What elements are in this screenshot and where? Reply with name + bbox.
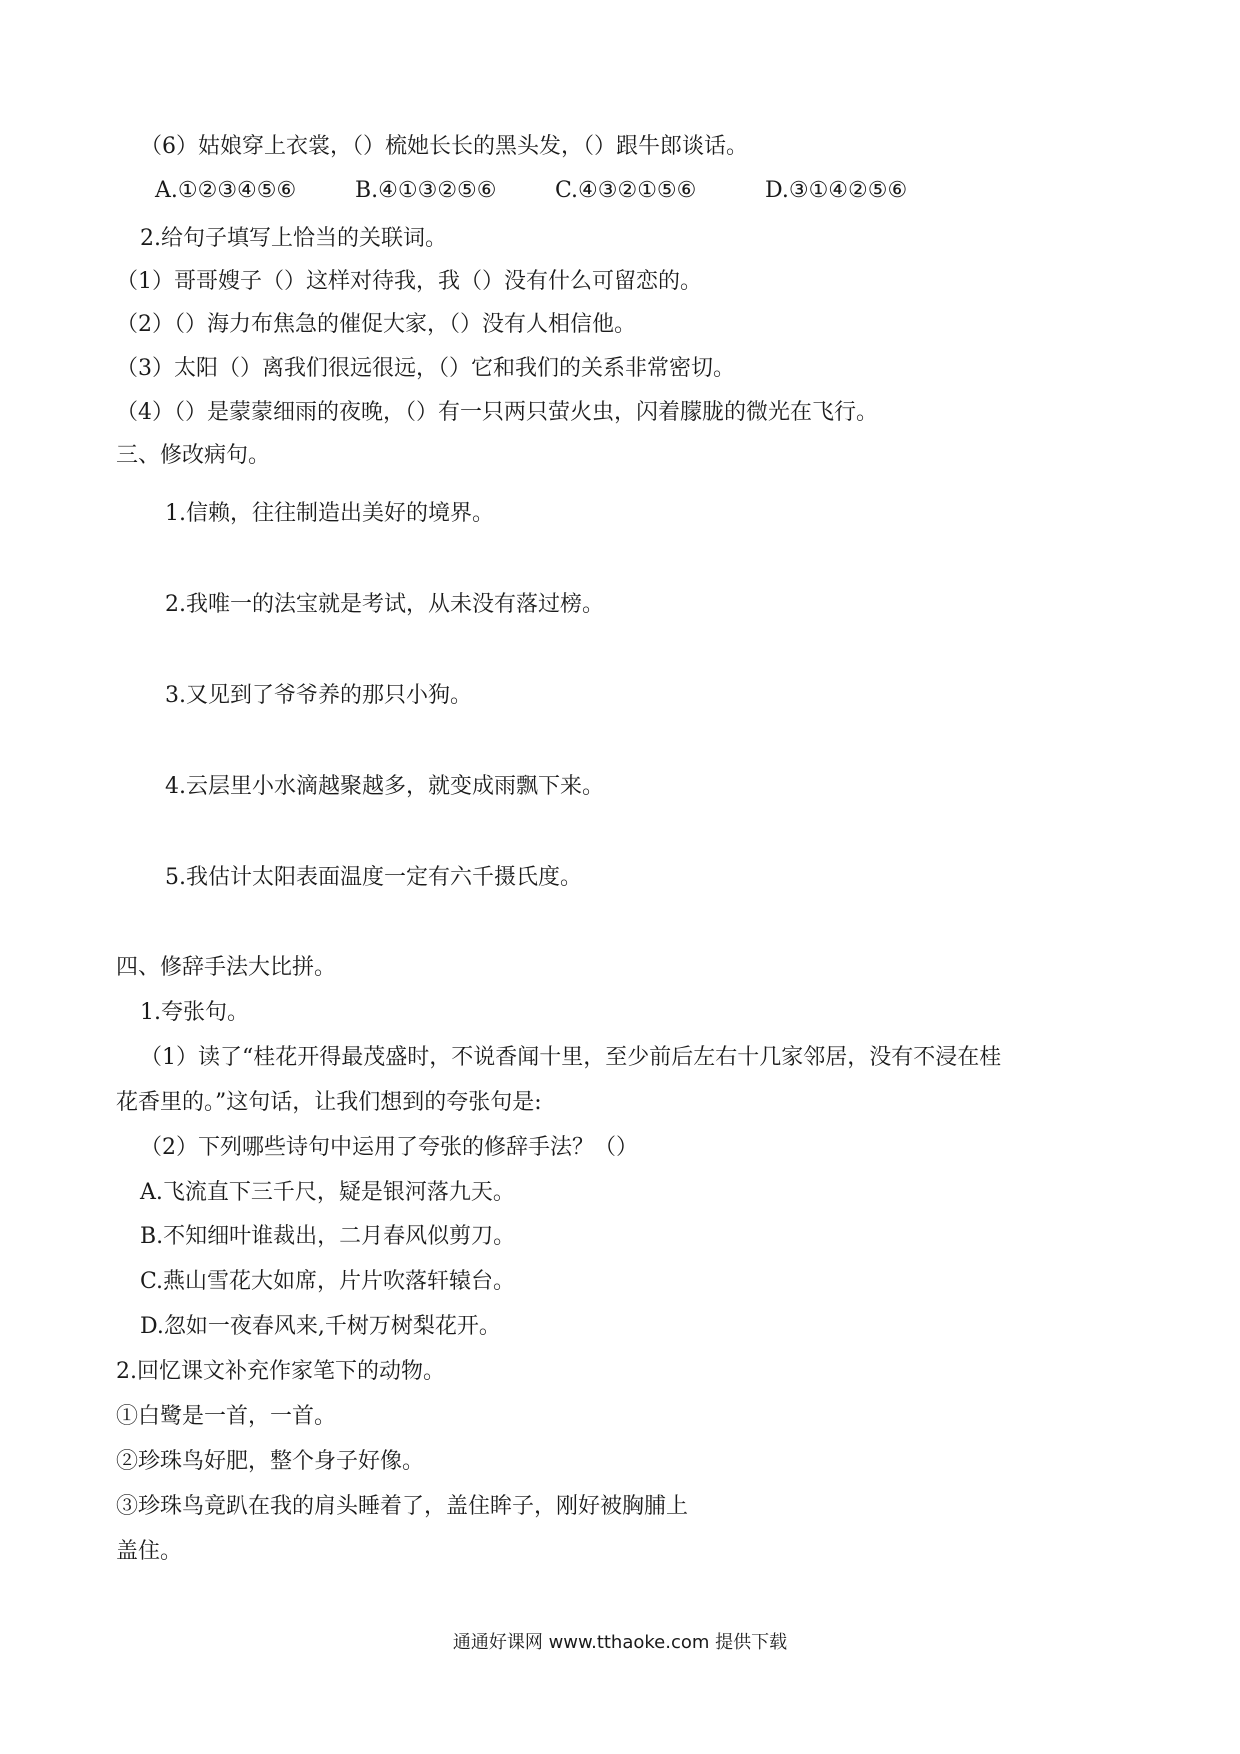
poem-option: B.不知细叶谁裁出，二月春风似剪刀。 (140, 1224, 516, 1249)
question-1-line-6: （6）姑娘穿上衣裳，（）梳她长长的黑头发，（）跟牛郎谈话。 (140, 134, 748, 159)
question-2-item: （2）（）海力布焦急的催促大家，（）没有人相信他。 (116, 312, 636, 337)
question-1-options (155, 176, 1095, 206)
section-4-heading: 四、修辞手法大比拼。 (116, 955, 337, 980)
sentence-correction-item: 1.信赖，往往制造出美好的境界。 (165, 501, 494, 526)
poem-option: D.忽如一夜春风来,千树万树梨花开。 (140, 1314, 501, 1339)
sentence-correction-item: 4.云层里小水滴越聚越多，就变成雨飘下来。 (165, 774, 604, 799)
animal-item: 盖住。 (116, 1539, 183, 1564)
option-a: A.①②③④⑤⑥ (155, 178, 297, 203)
animal-item: ①白鹭是一首，一首。 (116, 1404, 337, 1429)
question-2-item: （4）（）是蒙蒙细雨的夜晚，（）有一只两只萤火虫，闪着朦胧的微光在飞行。 (116, 400, 878, 425)
hyperbole-question-1-line-2: 花香里的。”这句话，让我们想到的夸张句是: (116, 1090, 542, 1115)
hyperbole-question-1-line-1: （1）读了“桂花开得最茂盛时，不说香闻十里，至少前后左右十几家邻居，没有不浸在桂 (140, 1045, 1002, 1070)
question-2-item: （1）哥哥嫂子（）这样对待我，我（）没有什么可留恋的。 (116, 269, 702, 294)
question-2-heading: 2.给句子填写上恰当的关联词。 (140, 226, 447, 251)
sentence-correction-item: 5.我估计太阳表面温度一定有六千摄氏度。 (165, 865, 582, 890)
option-c: C.④③②①⑤⑥ (555, 178, 697, 203)
section-3-heading: 三、修改病句。 (116, 443, 271, 468)
hyperbole-question-2: （2）下列哪些诗句中运用了夸张的修辞手法？（） (140, 1135, 638, 1160)
poem-option: C.燕山雪花大如席，片片吹落轩辕台。 (140, 1269, 516, 1294)
option-b: B.④①③②⑤⑥ (355, 178, 497, 203)
question-2-item: （3）太阳（）离我们很远很远，（）它和我们的关系非常密切。 (116, 356, 735, 381)
option-d: D.③①④②⑤⑥ (765, 178, 908, 203)
animal-item: ③珍珠鸟竟趴在我的肩头睡着了，盖住眸子，刚好被胸脯上 (116, 1494, 689, 1519)
footer-credit: 通通好课网 www.tthaoke.com 提供下载 (452, 1632, 788, 1653)
poem-option: A.飞流直下三千尺，疑是银河落九天。 (140, 1180, 515, 1205)
animal-item: ②珍珠鸟好肥，整个身子好像。 (116, 1449, 425, 1474)
section-4-sub-1: 1.夸张句。 (140, 1000, 249, 1025)
sentence-correction-item: 3.又见到了爷爷养的那只小狗。 (165, 683, 472, 708)
sentence-correction-item: 2.我唯一的法宝就是考试，从未没有落过榜。 (165, 592, 604, 617)
section-4-sub-2: 2.回忆课文补充作家笔下的动物。 (116, 1359, 445, 1384)
